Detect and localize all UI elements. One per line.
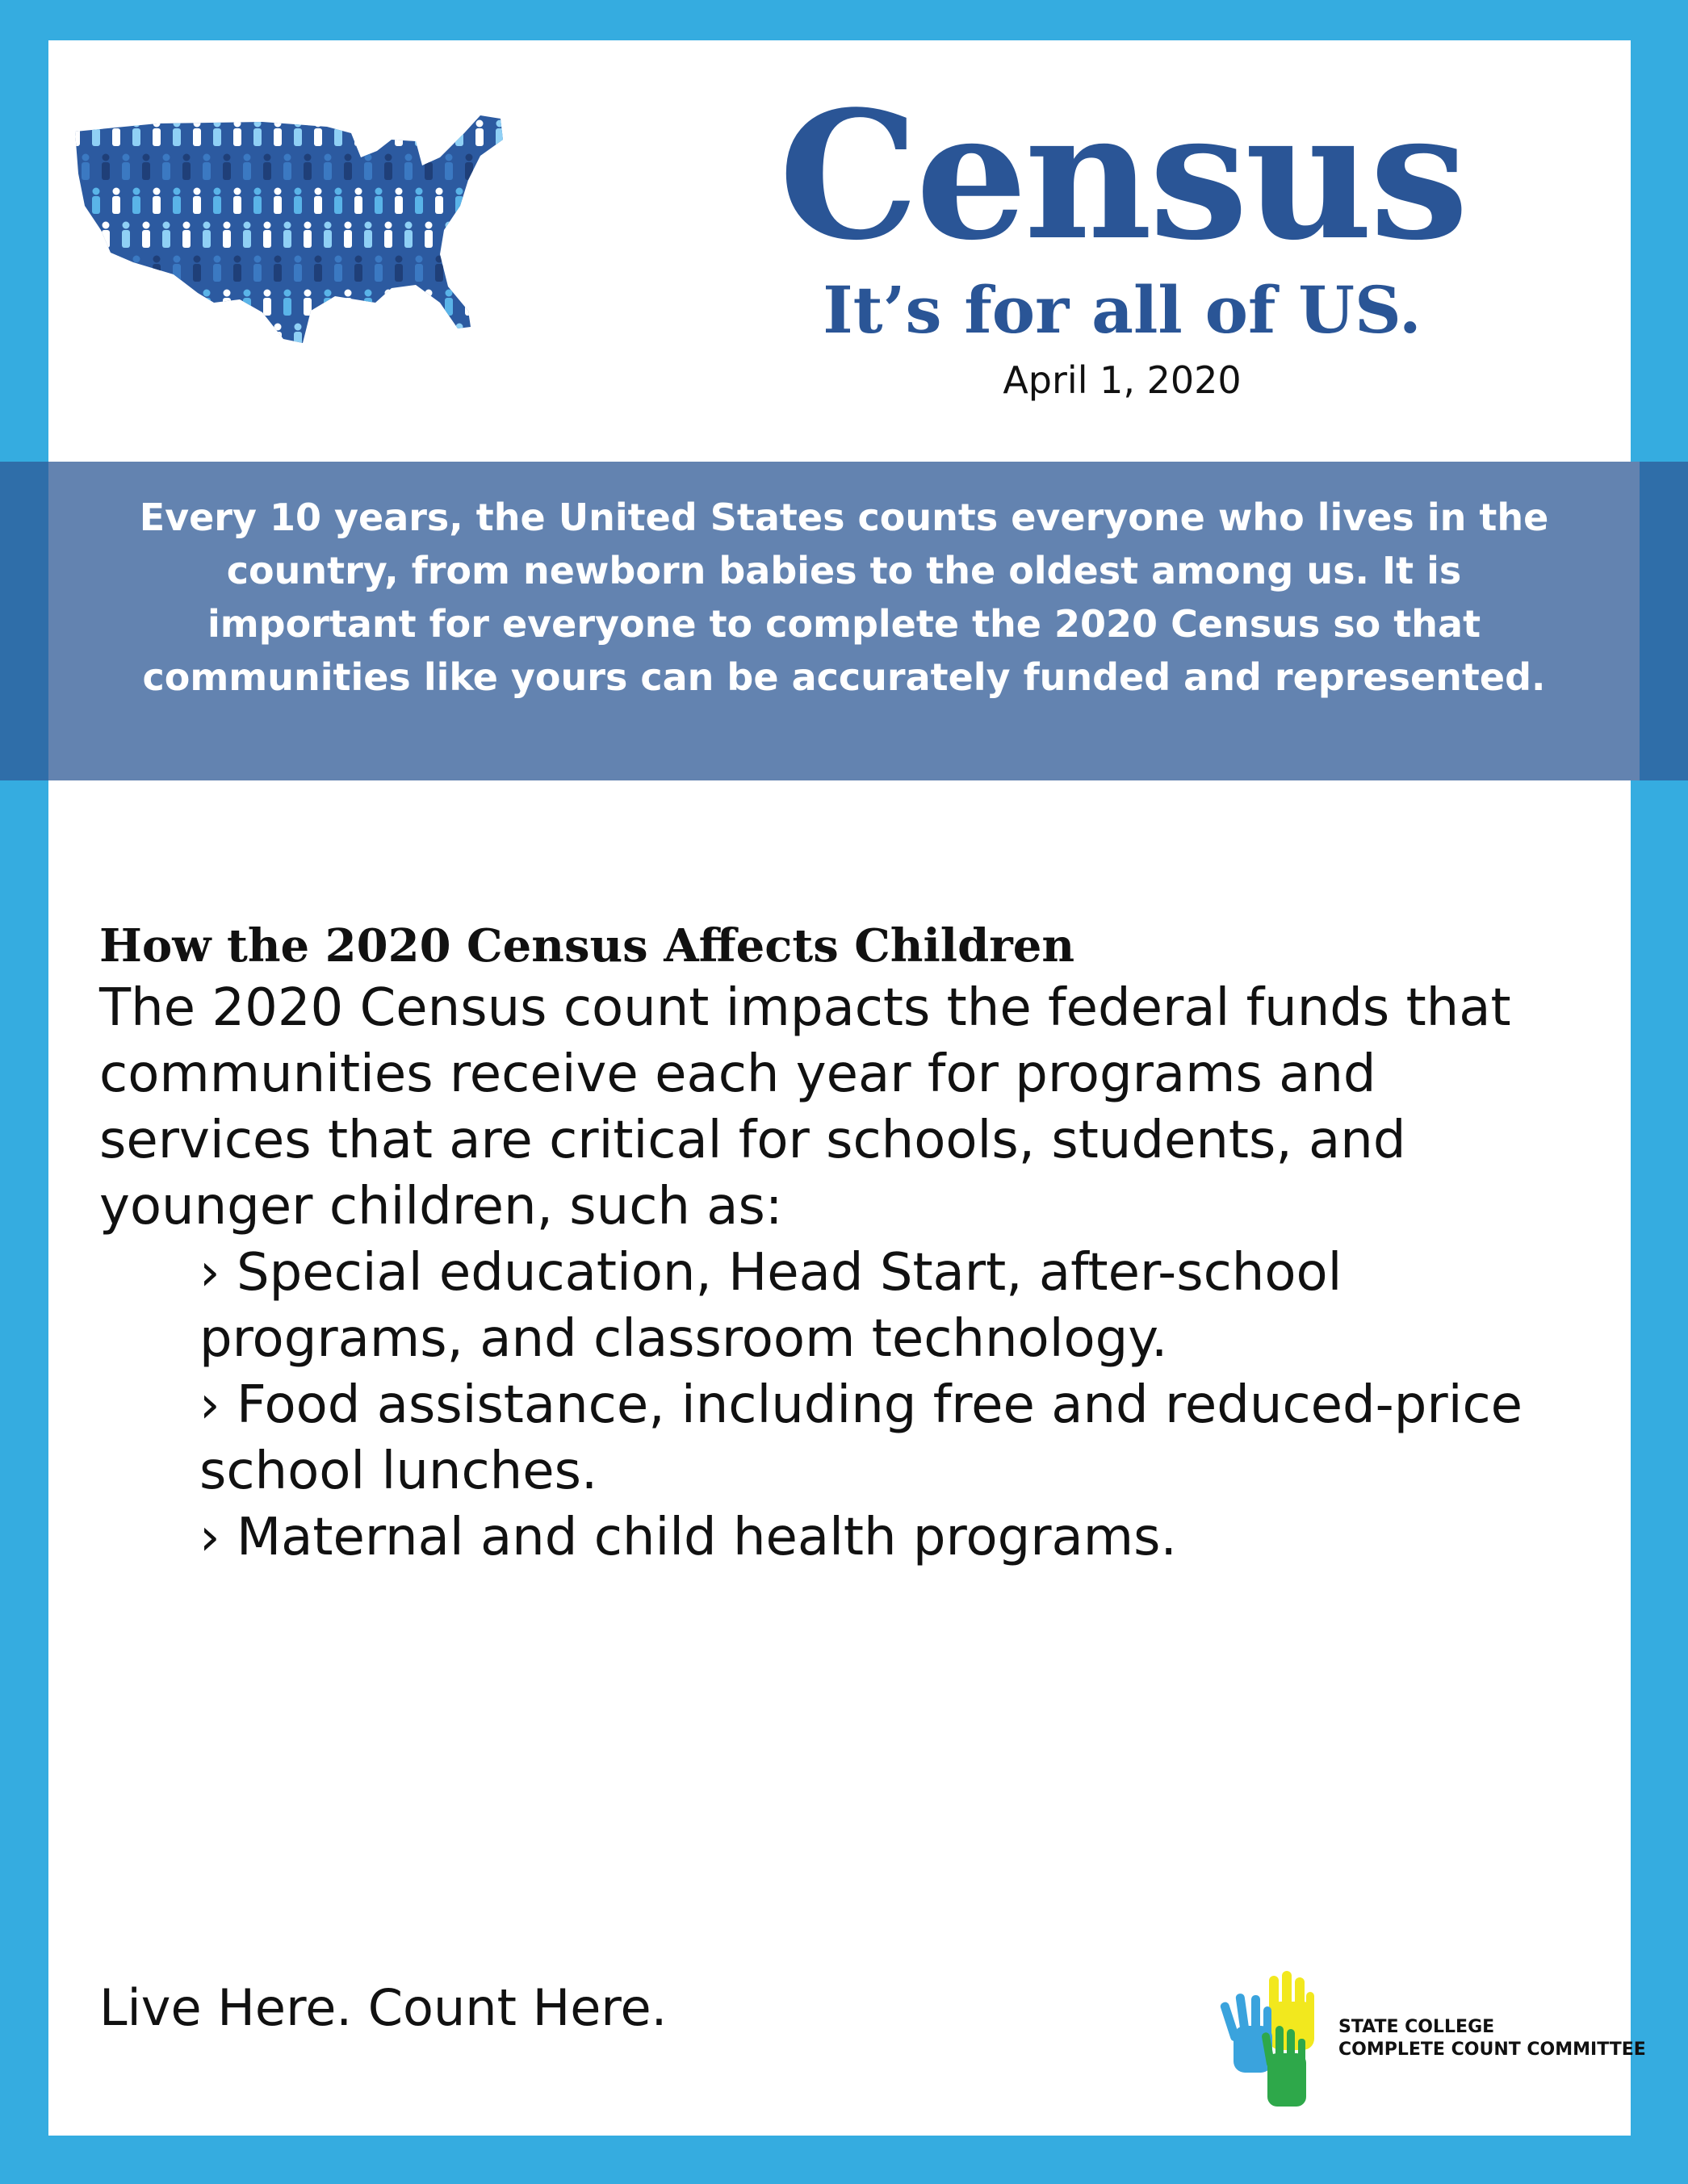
person-icon xyxy=(274,256,282,282)
census-subtitle: It’s for all of US. xyxy=(823,272,1422,348)
person-icon xyxy=(263,222,271,249)
us-map-people-icon xyxy=(61,109,513,375)
banner-edge-left xyxy=(0,462,48,780)
person-icon xyxy=(274,324,282,350)
person-icon xyxy=(384,222,392,249)
person-icon xyxy=(425,290,433,316)
person-icon xyxy=(475,256,484,282)
person-icon xyxy=(122,290,130,316)
person-icon xyxy=(364,222,372,249)
person-icon xyxy=(193,120,201,147)
person-icon xyxy=(193,256,201,282)
person-icon xyxy=(233,324,241,350)
person-icon xyxy=(213,120,221,147)
person-icon xyxy=(122,222,130,249)
person-icon xyxy=(132,188,140,215)
person-icon xyxy=(344,290,352,316)
person-icon xyxy=(455,120,463,147)
person-icon xyxy=(253,256,262,282)
logo-line-1: STATE COLLEGE xyxy=(1338,2017,1495,2037)
person-icon xyxy=(72,256,80,282)
person-icon xyxy=(173,324,181,350)
person-icon xyxy=(233,120,241,147)
person-icon xyxy=(92,188,100,215)
person-icon xyxy=(334,120,342,147)
person-icon xyxy=(395,120,403,147)
person-icon xyxy=(324,290,332,316)
person-icon xyxy=(132,120,140,147)
person-icon xyxy=(142,154,150,181)
person-icon xyxy=(375,324,383,350)
person-icon xyxy=(354,324,362,350)
person-icon xyxy=(173,256,181,282)
person-icon xyxy=(334,188,342,215)
person-icon xyxy=(395,256,403,282)
list-item: › Special education, Head Start, after-school programs, and classroom technology. xyxy=(199,1243,1342,1369)
person-icon xyxy=(283,154,291,181)
person-icon xyxy=(425,154,433,181)
person-icon xyxy=(384,290,392,316)
person-icon xyxy=(475,324,484,350)
person-icon xyxy=(455,256,463,282)
person-icon xyxy=(253,120,262,147)
person-icon xyxy=(344,154,352,181)
person-icon xyxy=(112,120,120,147)
person-icon xyxy=(142,222,150,249)
person-icon xyxy=(475,188,484,215)
person-icon xyxy=(182,290,191,316)
person-icon xyxy=(193,324,201,350)
person-icon xyxy=(223,222,231,249)
person-icon xyxy=(435,324,443,350)
person-icon xyxy=(173,188,181,215)
person-icon xyxy=(162,222,170,249)
person-icon xyxy=(274,120,282,147)
person-icon xyxy=(435,188,443,215)
person-icon xyxy=(82,222,90,249)
person-icon xyxy=(384,154,392,181)
person-icon xyxy=(153,324,161,350)
person-icon xyxy=(364,290,372,316)
person-icon xyxy=(304,222,312,249)
person-icon xyxy=(153,188,161,215)
person-icon xyxy=(92,324,100,350)
person-icon xyxy=(375,188,383,215)
person-icon xyxy=(485,154,493,181)
list-item: › Food assistance, including free and reduced-price school lunches. xyxy=(199,1375,1523,1501)
list-item: › Maternal and child health programs. xyxy=(199,1508,1177,1567)
person-icon xyxy=(485,290,493,316)
logo-text xyxy=(1338,2016,1646,2061)
person-icon xyxy=(354,188,362,215)
person-icon xyxy=(162,154,170,181)
person-icon xyxy=(435,256,443,282)
program-list xyxy=(99,1240,1601,1571)
person-icon xyxy=(496,188,504,215)
person-icon xyxy=(304,154,312,181)
person-icon xyxy=(354,256,362,282)
person-icon xyxy=(304,290,312,316)
person-icon xyxy=(243,290,251,316)
person-icon xyxy=(496,120,504,147)
person-icon xyxy=(314,256,322,282)
person-icon xyxy=(344,222,352,249)
person-icon xyxy=(445,290,453,316)
person-icon xyxy=(404,154,413,181)
person-icon xyxy=(233,256,241,282)
person-icon xyxy=(415,256,423,282)
banner-text: Every 10 years, the United States counts everyone who lives in the country, from newborn babies to the oldest among us. It is important for everyone to complete the 2020 Census so that communities like yours can be accurately funded and represented. xyxy=(139,496,1549,699)
person-icon xyxy=(132,256,140,282)
person-icon xyxy=(92,256,100,282)
person-icon xyxy=(375,256,383,282)
person-icon xyxy=(294,324,302,350)
person-icon xyxy=(82,154,90,181)
person-icon xyxy=(72,120,80,147)
person-icon xyxy=(203,290,211,316)
person-icon xyxy=(253,324,262,350)
banner-edge-right xyxy=(1640,462,1688,780)
person-icon xyxy=(465,290,473,316)
person-icon xyxy=(233,188,241,215)
person-icon xyxy=(182,154,191,181)
person-icon xyxy=(294,120,302,147)
person-icon xyxy=(142,290,150,316)
person-icon xyxy=(455,188,463,215)
person-icon xyxy=(213,324,221,350)
person-icon xyxy=(243,154,251,181)
person-icon xyxy=(445,154,453,181)
hands-icon xyxy=(1219,1969,1332,2107)
person-icon xyxy=(324,154,332,181)
section-body xyxy=(99,975,1601,1571)
person-icon xyxy=(112,256,120,282)
person-icon xyxy=(404,222,413,249)
person-icon xyxy=(425,222,433,249)
committee-logo xyxy=(1219,1969,1646,2107)
person-icon xyxy=(132,324,140,350)
person-icon xyxy=(505,290,513,316)
person-icon xyxy=(102,154,110,181)
person-icon xyxy=(334,324,342,350)
tagline: Live Here. Count Here. xyxy=(99,1978,668,2037)
person-icon xyxy=(415,120,423,147)
person-icon xyxy=(122,154,130,181)
person-icon xyxy=(324,222,332,249)
person-icon xyxy=(153,256,161,282)
person-icon xyxy=(223,154,231,181)
person-icon xyxy=(435,120,443,147)
person-icon xyxy=(203,222,211,249)
person-icon xyxy=(153,120,161,147)
person-icon xyxy=(505,154,513,181)
person-icon xyxy=(274,188,282,215)
person-icon xyxy=(72,324,80,350)
person-icon xyxy=(213,188,221,215)
person-icon xyxy=(112,324,120,350)
person-icon xyxy=(465,222,473,249)
person-icon xyxy=(193,188,201,215)
person-icon xyxy=(82,290,90,316)
person-icon xyxy=(404,290,413,316)
info-banner xyxy=(0,462,1688,780)
person-icon xyxy=(173,120,181,147)
person-icon xyxy=(475,120,484,147)
person-icon xyxy=(263,154,271,181)
person-icon xyxy=(223,290,231,316)
person-icon xyxy=(445,222,453,249)
person-icon xyxy=(496,256,504,282)
person-icon xyxy=(283,222,291,249)
person-icon xyxy=(395,188,403,215)
person-icon xyxy=(203,154,211,181)
person-icon xyxy=(415,188,423,215)
person-icon xyxy=(162,290,170,316)
person-icon xyxy=(415,324,423,350)
census-date: April 1, 2020 xyxy=(1003,358,1242,402)
person-icon xyxy=(455,324,463,350)
person-icon xyxy=(485,222,493,249)
person-icon xyxy=(253,188,262,215)
person-icon xyxy=(92,120,100,147)
person-icon xyxy=(505,222,513,249)
person-icon xyxy=(395,324,403,350)
person-icon xyxy=(334,256,342,282)
person-icon xyxy=(182,222,191,249)
person-icon xyxy=(263,290,271,316)
person-icon xyxy=(314,188,322,215)
logo-line-2: COMPLETE COUNT COMMITTEE xyxy=(1338,2040,1646,2060)
person-icon xyxy=(102,290,110,316)
person-icon xyxy=(283,290,291,316)
person-icon xyxy=(112,188,120,215)
person-icon xyxy=(243,222,251,249)
person-icon xyxy=(364,154,372,181)
person-icon xyxy=(375,120,383,147)
census-title: Census xyxy=(778,73,1466,279)
person-icon xyxy=(496,324,504,350)
person-icon xyxy=(314,120,322,147)
person-icon xyxy=(314,324,322,350)
section-heading: How the 2020 Census Affects Children xyxy=(99,919,1075,973)
person-icon xyxy=(72,188,80,215)
person-icon xyxy=(294,188,302,215)
person-icon xyxy=(294,256,302,282)
person-icon xyxy=(213,256,221,282)
section-intro: The 2020 Census count impacts the federal funds that communities receive each year for programs and services that are critical for schools, students, and younger children, such as: xyxy=(99,978,1511,1236)
person-icon xyxy=(354,120,362,147)
person-icon xyxy=(102,222,110,249)
person-icon xyxy=(465,154,473,181)
